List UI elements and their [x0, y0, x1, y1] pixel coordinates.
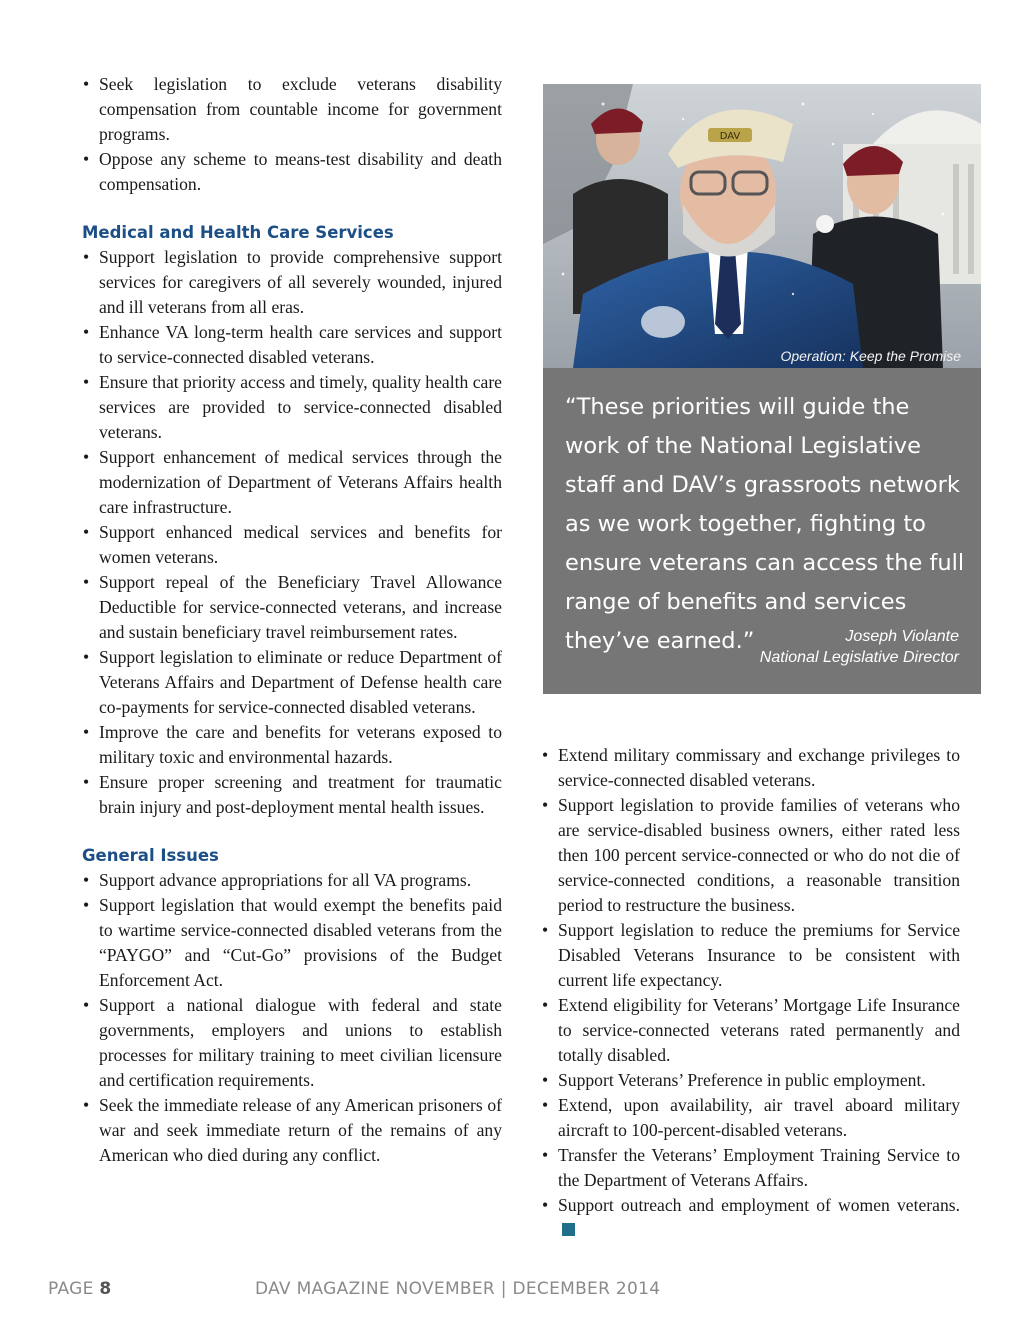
list-item: • Support enhanced medical services and benefits for women veterans. — [82, 520, 502, 570]
quote-attribution-name: Joseph Violante — [845, 628, 959, 645]
quote-attribution-title: National Legislative Director — [759, 649, 959, 666]
right-bullet-list — [541, 743, 960, 1243]
medical-bullet-list — [82, 245, 502, 820]
list-item: • Support legislation that would exempt the benefits paid to wartime service-connected disabled veterans from the “PAYGO” and “Cut-Go” provisions of the Budget Enforcement Act. — [82, 893, 502, 993]
general-section-heading: General Issues — [82, 846, 219, 865]
list-item: • Oppose any scheme to means-test disability and death compensation. — [82, 147, 502, 197]
list-item: • Extend, upon availability, air travel aboard military aircraft to 100-percent-disabled veterans. — [541, 1093, 960, 1143]
page-number — [48, 1279, 111, 1299]
medical-section-heading: Medical and Health Care Services — [82, 223, 394, 242]
end-of-article-square-icon — [562, 1223, 575, 1236]
photo-illustration — [543, 84, 981, 368]
list-item: • Support legislation to provide families of veterans who are service-disabled business owners, either rated less then 100 percent service-connected or who do not die of service-connected conditions, a reasonable transition period to restructure the business. — [541, 793, 960, 918]
list-item: • Support legislation to reduce the premiums for Service Disabled Veterans Insurance to be consistent with current life expectancy. — [541, 918, 960, 993]
list-item: • Improve the care and benefits for veterans exposed to military toxic and environmental hazards. — [82, 720, 502, 770]
list-item: • Support legislation to provide comprehensive support services for caregivers of all severely wounded, injured and ill veterans from all eras. — [82, 245, 502, 320]
list-item: • Extend eligibility for Veterans’ Mortgage Life Insurance to service-connected veterans rated permanently and totally disabled. — [541, 993, 960, 1068]
photo-caption: Operation: Keep the Promise — [780, 348, 961, 364]
left-column — [82, 72, 502, 1168]
page-label: PAGE — [48, 1279, 94, 1299]
list-item-last — [541, 1193, 960, 1243]
intro-bullet-list — [82, 72, 502, 197]
list-item: • Ensure proper screening and treatment for traumatic brain injury and post-deployment mental health issues. — [82, 770, 502, 820]
veterans-photo — [543, 84, 981, 368]
list-item: • Seek legislation to exclude veterans disability compensation from countable income for government programs. — [82, 72, 502, 147]
list-item: • Support enhancement of medical services through the modernization of Department of Veterans Affairs health care infrastructure. — [82, 445, 502, 520]
page-number-value: 8 — [99, 1279, 112, 1299]
list-item: • Support a national dialogue with federal and state governments, employers and unions to establish processes for military training to meet civilian licensure and certification requirements. — [82, 993, 502, 1093]
list-item: • Support legislation to eliminate or reduce Department of Veterans Affairs and Department of Defense health care co-payments for service-connected disabled veterans. — [82, 645, 502, 720]
list-item: • Transfer the Veterans’ Employment Training Service to the Department of Veterans Affairs. — [541, 1143, 960, 1193]
general-bullet-list — [82, 868, 502, 1168]
cap-badge-text: DAV — [719, 131, 741, 142]
pull-quote-text: “These priorities will guide the work of the National Legislative staff and DAV’s grassroots network as we work together, fighting to ensure veterans can access the full range of benefits and services they’ve earned.” — [565, 394, 965, 654]
list-item: • Enhance VA long-term health care services and support to service-connected disabled veterans. — [82, 320, 502, 370]
list-item: • Support advance appropriations for all VA programs. — [82, 868, 502, 893]
last-item-text: Support outreach and employment of women veterans. — [558, 1195, 960, 1215]
right-column — [541, 743, 960, 1243]
list-item: • Seek the immediate release of any American prisoners of war and seek immediate return of the remains of any American who died during any conflict. — [82, 1093, 502, 1168]
list-item: • Support Veterans’ Preference in public employment. — [541, 1068, 960, 1093]
magazine-issue-title: DAV MAGAZINE NOVEMBER | DECEMBER 2014 — [255, 1279, 661, 1299]
pull-quote-box — [543, 368, 981, 694]
list-item: • Extend military commissary and exchange privileges to service-connected disabled veterans. — [541, 743, 960, 793]
list-item: • Ensure that priority access and timely, quality health care services are provided to service-connected disabled veterans. — [82, 370, 502, 445]
list-item: • Support repeal of the Beneficiary Travel Allowance Deductible for service-connected veterans, and increase and sustain beneficiary travel reimbursement rates. — [82, 570, 502, 645]
